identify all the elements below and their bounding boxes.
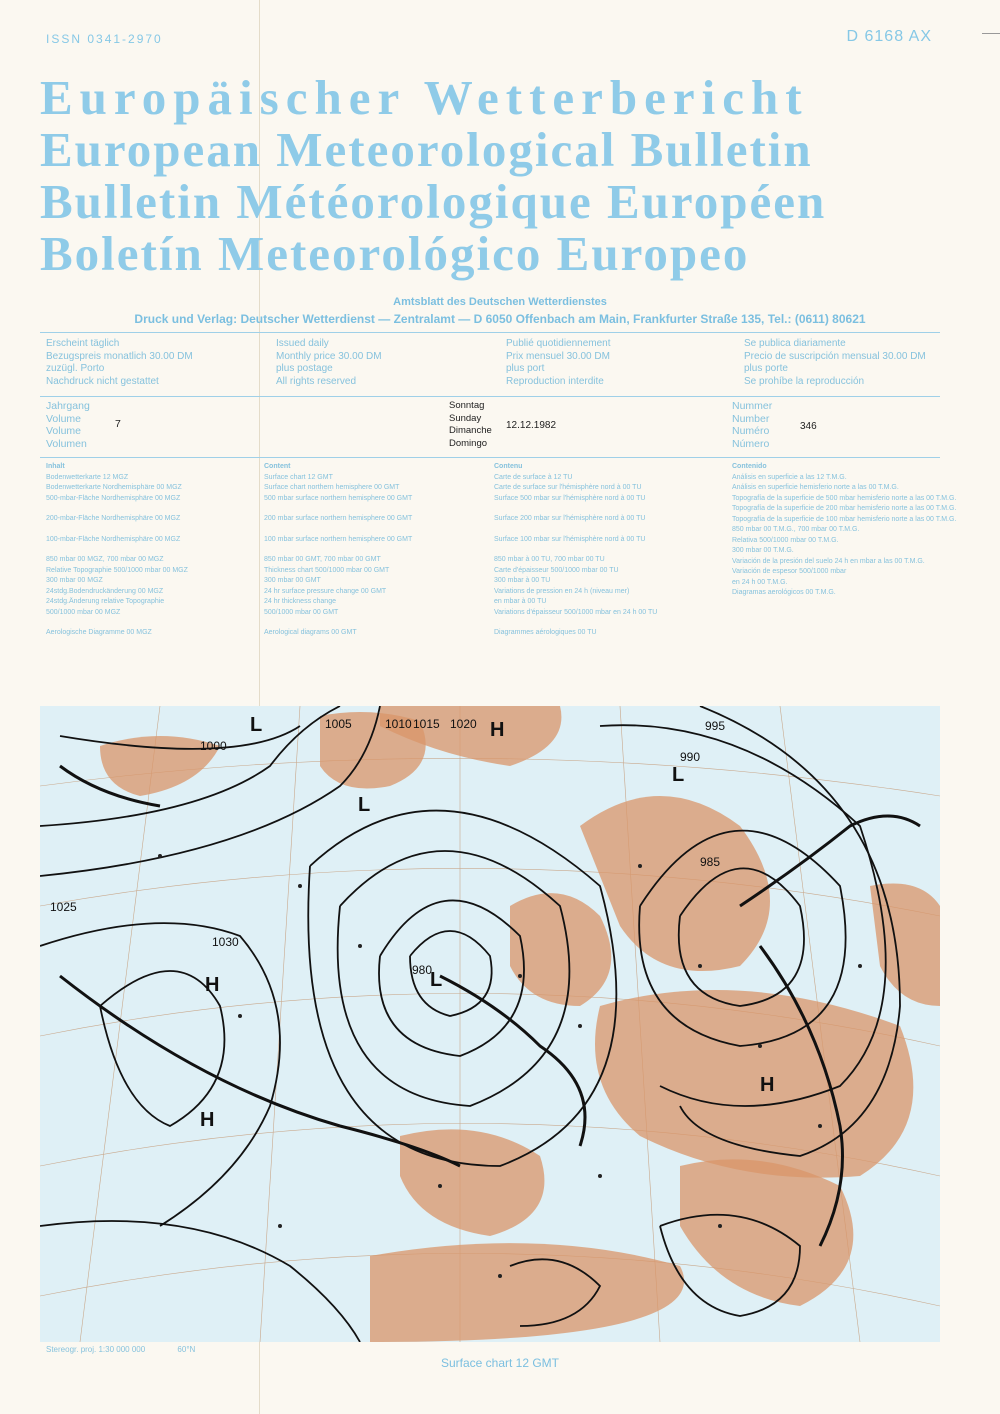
spacer bbox=[264, 545, 494, 555]
isobar-label: 1020 bbox=[450, 717, 477, 731]
high-pressure-center: H bbox=[490, 719, 505, 741]
station-dot bbox=[858, 964, 862, 968]
publisher-line: Druck und Verlag: Deutscher Wetterdienst — Zentralamt — D 6050 Offenbach am Main, Frankfurter Straße 135, Tel.: (0611) 80621 bbox=[134, 312, 866, 326]
title-english: European Meteorological Bulletin bbox=[40, 122, 813, 177]
iberia-land bbox=[400, 1129, 544, 1236]
notice-line: Publié quotidiennement bbox=[506, 338, 611, 349]
station-dot bbox=[818, 1124, 822, 1128]
notice-line: plus postage bbox=[276, 363, 333, 374]
contents-item: 100 mbar surface northern hemisphere 00 GMT bbox=[264, 535, 413, 543]
notice-line: All rights reserved bbox=[276, 375, 357, 387]
contents-item: 850 mbar à 00 TU, 700 mbar 00 TU bbox=[494, 556, 605, 563]
spacer bbox=[264, 504, 494, 514]
notice-line: Prix mensuel 30.00 DM bbox=[506, 350, 610, 362]
weekday-label: Sonntag bbox=[449, 400, 485, 411]
contents-table bbox=[46, 462, 957, 639]
high-pressure-center: H bbox=[760, 1074, 775, 1096]
notice-line: Bezugspreis monatlich 30.00 DM bbox=[46, 350, 193, 362]
contents-en bbox=[264, 462, 494, 639]
volume-label: Volume bbox=[46, 425, 82, 437]
spacer bbox=[494, 545, 732, 555]
contents-item: Thickness chart 500/1000 mbar 00 GMT bbox=[264, 566, 390, 574]
notice-line: Issued daily bbox=[276, 338, 329, 349]
contents-item: en 24 h 00 T.M.G. bbox=[732, 578, 788, 586]
contents-item: Relativa 500/1000 mbar 00 T.M.G. bbox=[732, 536, 839, 544]
contents-item: 850 mbar 00 T.M.G., 700 mbar 00 T.M.G. bbox=[732, 526, 860, 533]
volume-value: 7 bbox=[115, 418, 121, 430]
issue-number: 346 bbox=[800, 421, 817, 432]
contents-item: 24stdg.Bodendruckänderung 00 MGZ bbox=[46, 587, 164, 595]
contents-item: 500/1000 mbar 00 GMT bbox=[264, 608, 339, 616]
notice-es bbox=[744, 338, 944, 388]
contents-item: en mbar à 00 TU bbox=[494, 598, 547, 605]
contents-item: Bodenwetterkarte Nordhemisphäre 00 MGZ bbox=[46, 484, 182, 491]
isobar-label: 985 bbox=[700, 855, 721, 869]
isobar-label: 1000 bbox=[200, 739, 227, 753]
contents-item: Aerological diagrams 00 GMT bbox=[264, 629, 357, 636]
spacer bbox=[494, 525, 732, 535]
notice-en bbox=[276, 338, 506, 388]
volume-label: Volumen bbox=[46, 437, 87, 450]
station-dot bbox=[158, 854, 162, 858]
contents-item: Topografía de la superficie de 200 mbar hemisferio norte a las 00 T.M.G. bbox=[732, 505, 957, 512]
divider bbox=[40, 396, 940, 397]
spacer bbox=[46, 504, 264, 514]
station-dot bbox=[718, 1224, 722, 1228]
contents-heading: Contenu bbox=[494, 463, 523, 470]
spacer bbox=[494, 504, 732, 514]
notice-line: Se publica diariamente bbox=[744, 338, 846, 349]
meridian-line bbox=[80, 706, 160, 1342]
low-pressure-center: L bbox=[250, 714, 263, 736]
contents-item: Diagrammes aérologiques 00 TU bbox=[494, 629, 597, 636]
contents-item: Surface chart northern hemisphere 00 GMT bbox=[264, 484, 400, 491]
weekday-label: Domingo bbox=[449, 437, 488, 449]
contents-item: 300 mbar 00 T.M.G. bbox=[732, 547, 794, 554]
number-label: Número bbox=[732, 437, 770, 450]
notice-line: Erscheint täglich bbox=[46, 338, 120, 349]
weekday-label: Sunday bbox=[449, 412, 482, 424]
station-dot bbox=[698, 964, 702, 968]
latitude-text: 60°N bbox=[177, 1345, 196, 1354]
isobar-label: 1010 bbox=[385, 717, 412, 731]
north-africa-land bbox=[370, 1243, 684, 1342]
contents-item: 500 mbar surface northern hemisphere 00 GMT bbox=[264, 494, 413, 502]
volume-labels bbox=[46, 400, 90, 450]
isobar-line bbox=[40, 1221, 360, 1342]
official-gazette: Amtsblatt des Deutschen Wetterdienstes bbox=[393, 296, 607, 308]
contents-item: Carte de surface à 12 TU bbox=[494, 473, 573, 481]
spacer bbox=[46, 618, 264, 628]
notice-line: plus porte bbox=[744, 363, 788, 374]
contents-item: 300 mbar à 00 TU bbox=[494, 577, 551, 584]
number-labels bbox=[732, 400, 772, 450]
divider bbox=[40, 332, 940, 333]
notice-line: plus port bbox=[506, 363, 545, 374]
contents-item: Surface 500 mbar sur l'hémisphère nord à 00 TU bbox=[494, 494, 646, 502]
contents-item: 850 mbar 00 GMT, 700 mbar 00 GMT bbox=[264, 556, 381, 563]
contents-item: 300 mbar 00 MGZ bbox=[46, 577, 103, 584]
isobar-label: 995 bbox=[705, 719, 726, 733]
contents-item: Topografía de la superficie de 100 mbar hemisferio norte a las 00 T.M.G. bbox=[732, 515, 957, 523]
publication-code: D 6168 AX bbox=[846, 28, 932, 45]
notice-line: Reproduction interdite bbox=[506, 375, 604, 387]
contents-es bbox=[732, 462, 957, 639]
notices bbox=[46, 338, 946, 388]
corner-mark bbox=[982, 33, 1000, 34]
contents-item: Topografía de la superficie de 500 mbar hemisferio norte a las 00 T.M.G. bbox=[732, 494, 957, 502]
projection-caption bbox=[46, 1345, 195, 1354]
contents-item: 200 mbar surface northern hemisphere 00 GMT bbox=[264, 515, 413, 522]
contents-item: Análisis en superficie a las 12 T.M.G. bbox=[732, 473, 847, 481]
isobar-label: 1015 bbox=[413, 717, 440, 731]
station-dot bbox=[598, 1174, 602, 1178]
contents-item: 24stdg.Änderung relative Topographie bbox=[46, 598, 165, 605]
station-dot bbox=[758, 1044, 762, 1048]
divider bbox=[40, 457, 940, 458]
contents-item: Variations d'épaisseur 500/1000 mbar en 24 h 00 TU bbox=[494, 608, 658, 616]
notice-line: Se prohíbe la reproducción bbox=[744, 375, 865, 387]
spacer bbox=[494, 618, 732, 628]
contents-item: Relative Topographie 500/1000 mbar 00 MGZ bbox=[46, 566, 188, 574]
isobar-label: 1030 bbox=[212, 935, 239, 949]
contents-item: 500-mbar-Fläche Nordhemisphäre 00 MGZ bbox=[46, 494, 181, 502]
station-dot bbox=[278, 1224, 282, 1228]
chart-title: Surface chart 12 GMT bbox=[440, 1356, 560, 1370]
low-pressure-center: L bbox=[358, 794, 371, 816]
title-french: Bulletin Météorologique Européen bbox=[40, 174, 827, 229]
station-dot bbox=[498, 1274, 502, 1278]
contents-item: Bodenwetterkarte 12 MGZ bbox=[46, 473, 129, 481]
isobar-label: 980 bbox=[412, 963, 433, 977]
contents-de bbox=[46, 462, 264, 639]
latitude-line bbox=[40, 868, 940, 916]
isobar-label: 1005 bbox=[325, 717, 352, 731]
volume-label: Jahrgang bbox=[46, 400, 90, 412]
title-spanish: Boletín Meteorológico Europeo bbox=[40, 226, 750, 281]
issue-date: 12.12.1982 bbox=[506, 420, 557, 431]
projection-text: Stereogr. proj. 1:30 000 000 bbox=[46, 1345, 146, 1354]
volume-label: Volume bbox=[46, 412, 82, 425]
number-label: Number bbox=[732, 412, 770, 425]
weekday-labels bbox=[449, 400, 492, 450]
station-dot bbox=[638, 864, 642, 868]
contents-item: Análisis en superficie hemisferio norte a las 00 T.M.G. bbox=[732, 484, 899, 491]
contents-item: Variación de la presión del suelo 24 h en mbar a las 00 T.M.G. bbox=[732, 557, 925, 565]
high-pressure-center: H bbox=[200, 1109, 215, 1131]
station-dot bbox=[438, 1184, 442, 1188]
station-dot bbox=[358, 944, 362, 948]
contents-heading: Contenido bbox=[732, 463, 767, 470]
notice-de bbox=[46, 338, 276, 388]
notice-fr bbox=[506, 338, 744, 388]
contents-fr bbox=[494, 462, 732, 639]
notice-line: Precio de suscripción mensual 30.00 DM bbox=[744, 350, 926, 362]
landmasses bbox=[100, 706, 940, 1342]
contents-heading: Inhalt bbox=[46, 463, 65, 470]
meridian-line bbox=[260, 706, 300, 1342]
isobar-label: 1025 bbox=[50, 900, 77, 914]
contents-item: 200-mbar-Fläche Nordhemisphäre 00 MGZ bbox=[46, 515, 181, 522]
contents-item: 850 mbar 00 MGZ, 700 mbar 00 MGZ bbox=[46, 556, 164, 563]
surface-chart-svg bbox=[40, 706, 940, 1342]
contents-item: 300 mbar 00 GMT bbox=[264, 577, 321, 584]
contents-item: 100-mbar-Fläche Nordhemisphäre 00 MGZ bbox=[46, 535, 181, 543]
spacer bbox=[46, 525, 264, 535]
notice-line: Nachdruck nicht gestattet bbox=[46, 375, 159, 387]
station-dot bbox=[298, 884, 302, 888]
contents-item: 500/1000 mbar 00 MGZ bbox=[46, 608, 121, 616]
station-dot bbox=[578, 1024, 582, 1028]
isobar-line bbox=[40, 923, 280, 1226]
spacer bbox=[46, 545, 264, 555]
contents-item: Carte d'épaisseur 500/1000 mbar 00 TU bbox=[494, 566, 619, 574]
low-pressure-center: L bbox=[672, 764, 685, 786]
notice-line: zuzügl. Porto bbox=[46, 363, 105, 374]
title-block bbox=[40, 72, 940, 280]
number-label: Numéro bbox=[732, 425, 770, 437]
contents-item: Variations de pression en 24 h (niveau mer) bbox=[494, 587, 630, 595]
surface-chart bbox=[40, 706, 940, 1342]
contents-item: Surface chart 12 GMT bbox=[264, 473, 333, 481]
contents-item: Surface 200 mbar sur l'hémisphère nord à 00 TU bbox=[494, 515, 646, 522]
contents-item: Aerologische Diagramme 00 MGZ bbox=[46, 629, 152, 636]
title-german: Europäischer Wetterbericht bbox=[40, 70, 809, 125]
high-pressure-center: H bbox=[205, 974, 220, 996]
number-label: Nummer bbox=[732, 400, 773, 412]
contents-item: Surface 100 mbar sur l'hémisphère nord à 00 TU bbox=[494, 535, 646, 543]
notice-line: Monthly price 30.00 DM bbox=[276, 350, 382, 362]
weekday-label: Dimanche bbox=[449, 425, 492, 436]
station-dot bbox=[238, 1014, 242, 1018]
spacer bbox=[264, 618, 494, 628]
isobar-line bbox=[379, 900, 524, 1056]
contents-item: Diagramas aerológicos 00 T.M.G. bbox=[732, 589, 836, 596]
isobar-label: 990 bbox=[680, 750, 701, 764]
contents-heading: Content bbox=[264, 463, 291, 470]
low-pressure-center: L bbox=[430, 969, 443, 991]
contents-item: 24 hr surface pressure change 00 GMT bbox=[264, 587, 387, 595]
issn: ISSN 0341-2970 bbox=[46, 32, 163, 46]
contents-item: Variación de espesor 500/1000 mbar bbox=[732, 568, 847, 575]
station-dot bbox=[518, 974, 522, 978]
contents-item: 24 hr thickness change bbox=[264, 598, 336, 605]
spacer bbox=[264, 525, 494, 535]
contents-item: Carte de surface sur l'hémisphère nord à 00 TU bbox=[494, 484, 642, 491]
